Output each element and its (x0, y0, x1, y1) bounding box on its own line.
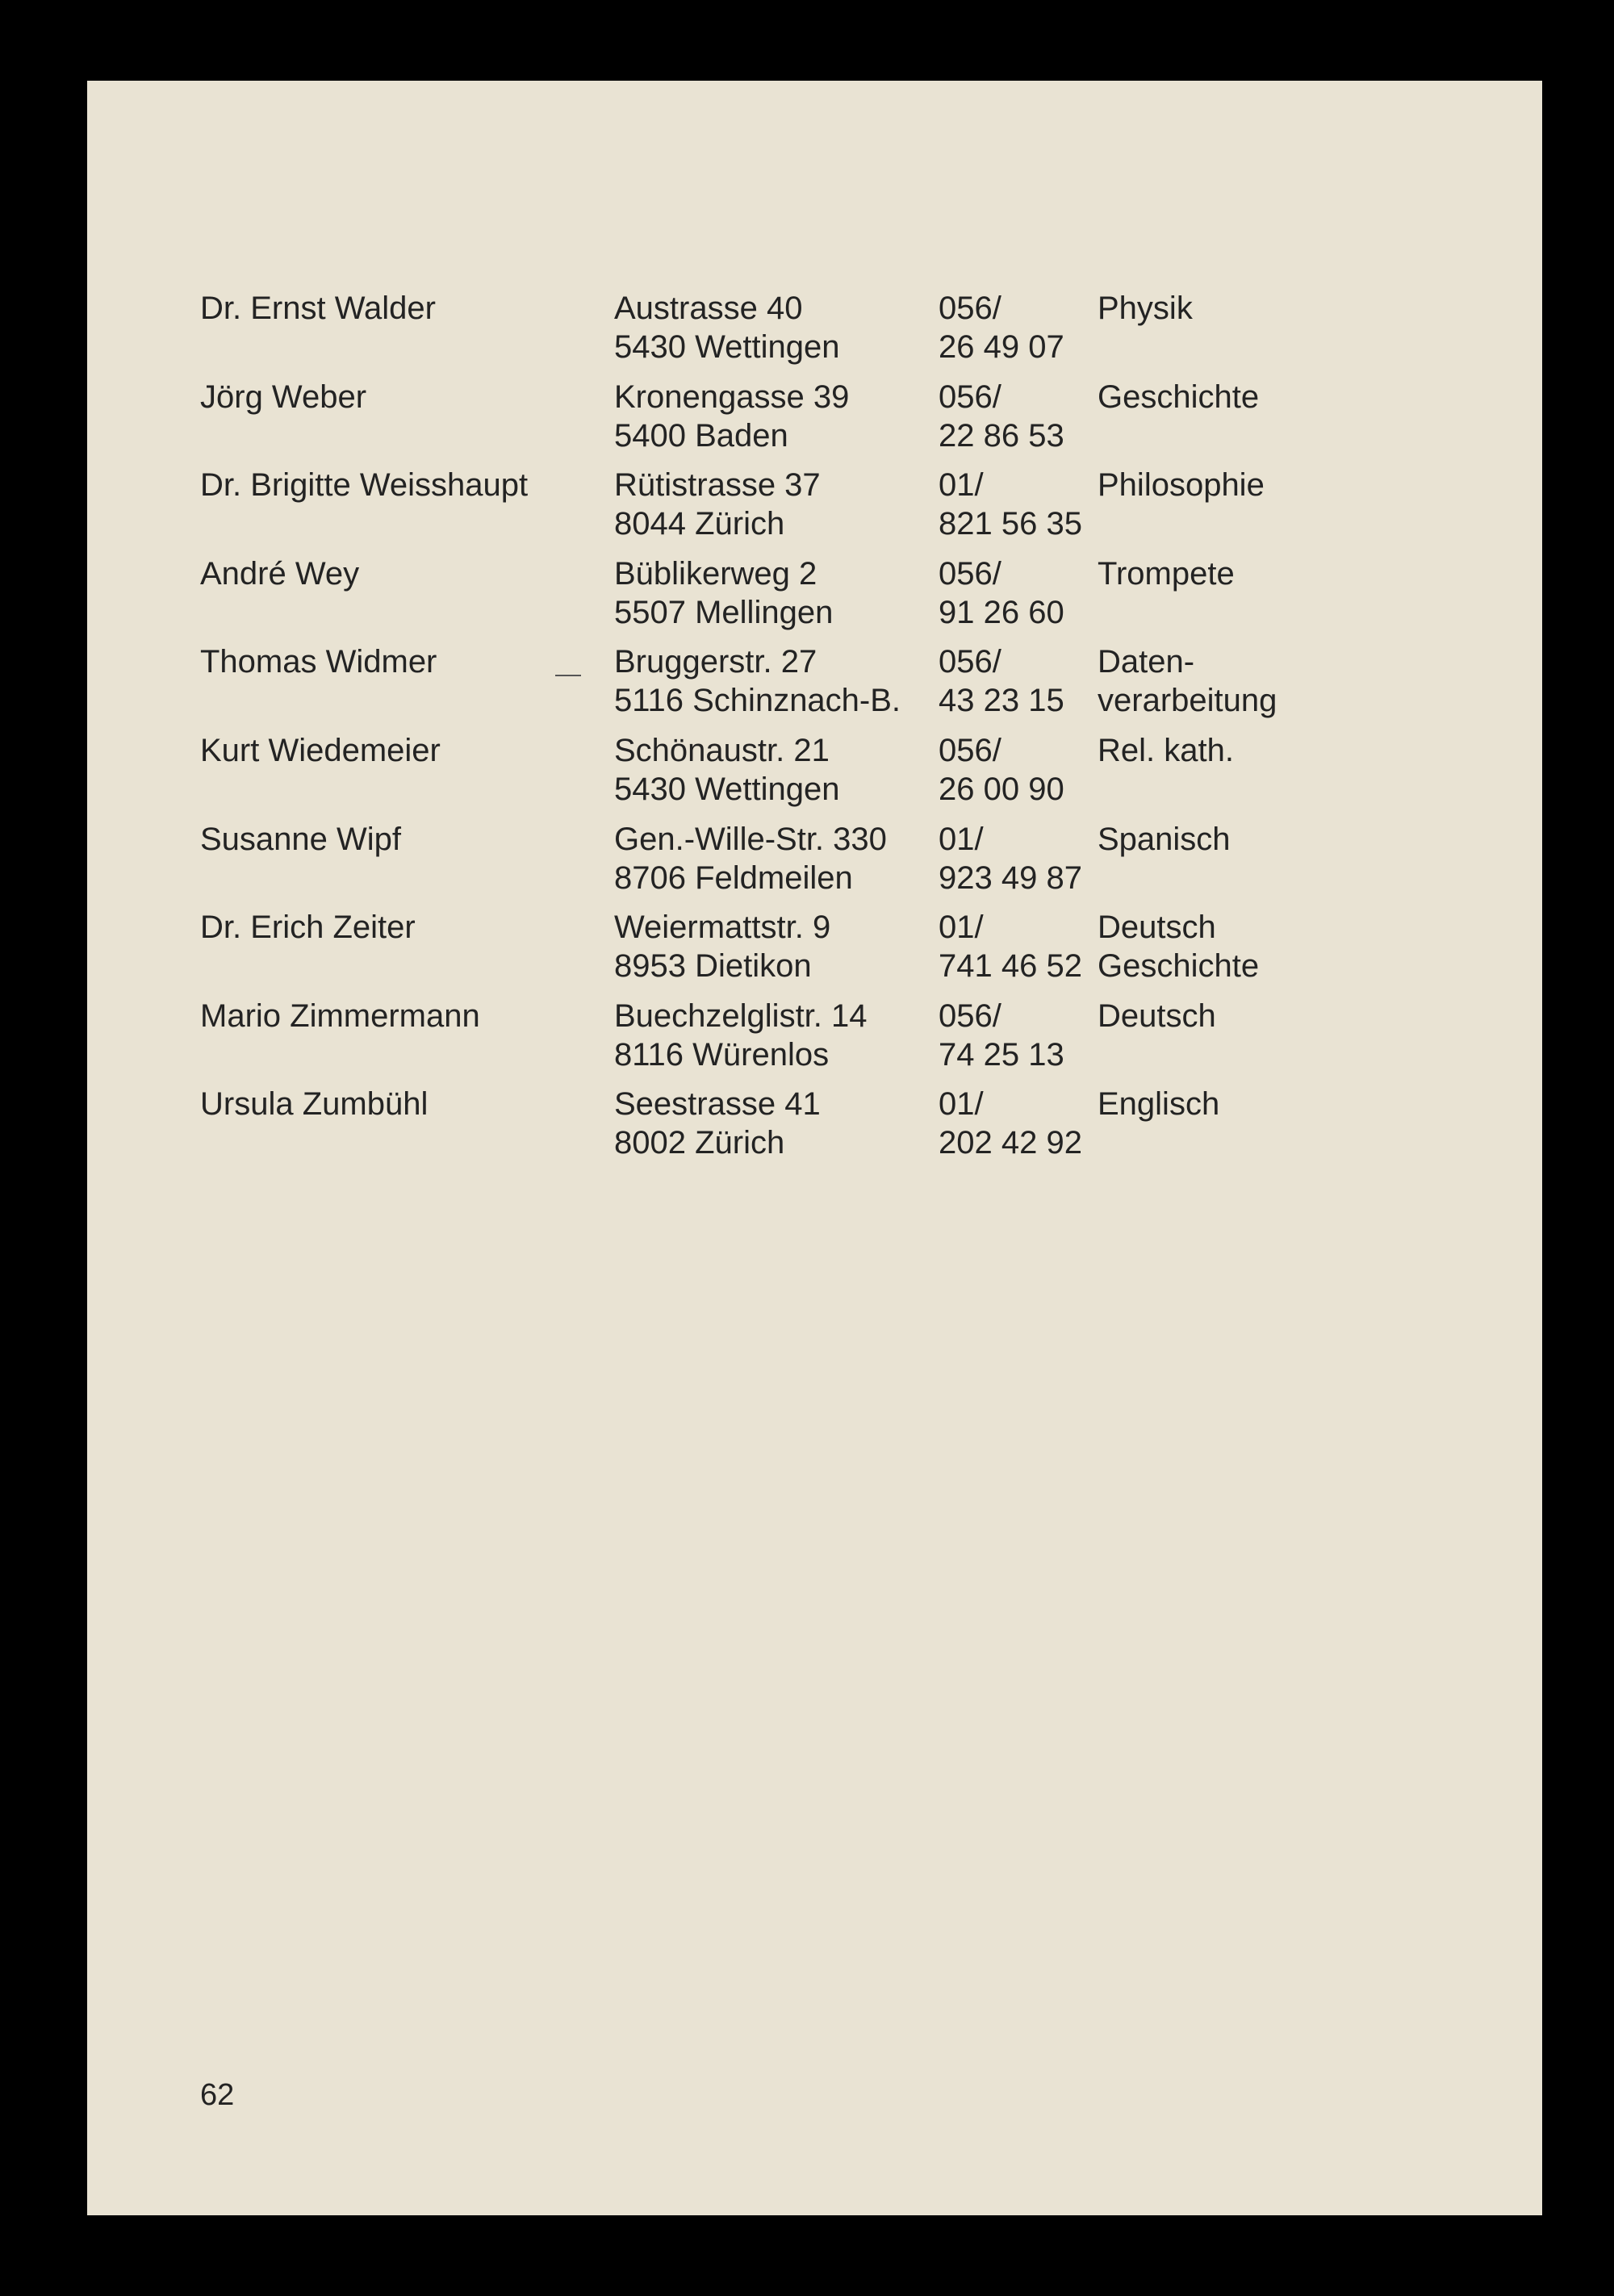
entry-phone (939, 554, 1064, 632)
entry-subject-line-2: verarbeitung (1098, 683, 1277, 719)
entry-subject-line-1: Geschichte (1098, 378, 1260, 415)
directory-entry (200, 554, 1459, 643)
entry-subject-line-1: Deutsch (1098, 997, 1216, 1034)
entry-city: 5430 Wettingen (614, 329, 840, 365)
entry-number: 26 49 07 (939, 329, 1064, 365)
entry-number: 43 23 15 (939, 683, 1064, 719)
entry-name: André Wey (200, 555, 360, 592)
entry-street: Schönaustr. 21 (614, 732, 830, 768)
entry-number: 91 26 60 (939, 594, 1064, 630)
page-number: 62 (200, 2078, 235, 2112)
entry-city: 5116 Schinznach-B. (614, 683, 901, 719)
entry-street: Weiermattstr. 9 (614, 910, 831, 946)
entry-name: Kurt Wiedemeier (200, 732, 441, 768)
entry-phone (939, 908, 1082, 985)
entry-number: 74 25 13 (939, 1036, 1064, 1073)
entry-area-code: 01/ (939, 910, 984, 946)
directory-entry (200, 289, 1459, 378)
document-page (87, 81, 1542, 2215)
entry-area-code: 056/ (939, 997, 1001, 1034)
entry-city: 5430 Wettingen (614, 771, 840, 807)
entry-subject-line-1: Rel. kath. (1098, 732, 1234, 768)
directory-entry (200, 731, 1459, 820)
entry-area-code: 01/ (939, 467, 984, 504)
entry-number: 22 86 53 (939, 417, 1064, 454)
entry-area-code: 01/ (939, 1086, 984, 1123)
entry-name: Jörg Weber (200, 378, 367, 415)
entry-street: Gen.-Wille-Str. 330 (614, 821, 887, 857)
entry-subject (1098, 820, 1231, 859)
directory-entry (200, 908, 1459, 997)
entry-subject-line-1: Daten- (1098, 644, 1195, 680)
entry-area-code: 056/ (939, 555, 1001, 592)
entry-address (614, 289, 839, 366)
entry-number: 821 56 35 (939, 506, 1082, 542)
entry-subject (1098, 642, 1277, 720)
entry-phone (939, 997, 1064, 1074)
entry-subject (1098, 1085, 1219, 1123)
entry-city: 8002 Zürich (614, 1125, 785, 1161)
entry-number: 923 49 87 (939, 859, 1082, 896)
entry-number: 202 42 92 (939, 1125, 1082, 1161)
entry-street: Seestrasse 41 (614, 1086, 821, 1123)
entry-name: Susanne Wipf (200, 821, 402, 857)
entry-subject (1098, 997, 1216, 1035)
entry-name: Ursula Zumbühl (200, 1086, 429, 1123)
entry-name: Mario Zimmermann (200, 997, 480, 1034)
entry-subject-line-1: Englisch (1098, 1086, 1220, 1123)
entry-area-code: 01/ (939, 821, 984, 857)
directory-entry (200, 997, 1459, 1085)
entry-subject (1098, 378, 1259, 416)
leader-dash (555, 675, 581, 676)
entry-phone (939, 642, 1064, 720)
directory-entry (200, 378, 1459, 466)
entry-area-code: 056/ (939, 644, 1001, 680)
entry-street: Büblikerweg 2 (614, 555, 817, 592)
entry-area-code: 056/ (939, 378, 1001, 415)
entry-street: Rütistrasse 37 (614, 467, 821, 504)
entry-name: Thomas Widmer (200, 644, 437, 680)
entry-city: 8044 Zürich (614, 506, 785, 542)
entry-address (614, 1085, 821, 1162)
entry-area-code: 056/ (939, 732, 1001, 768)
entry-name: Dr. Ernst Walder (200, 291, 436, 326)
entry-address (614, 466, 821, 543)
entry-area-code: 056/ (939, 291, 1001, 326)
entry-city: 8116 Würenlos (614, 1036, 830, 1073)
entry-subject (1098, 908, 1259, 985)
entry-phone (939, 1085, 1082, 1162)
entry-address (614, 378, 849, 455)
entry-phone (939, 731, 1064, 809)
entry-street: Bruggerstr. 27 (614, 644, 817, 680)
entry-city: 8953 Dietikon (614, 948, 812, 985)
entry-address (614, 820, 887, 897)
entry-city: 5507 Mellingen (614, 594, 834, 630)
entry-phone (939, 466, 1082, 543)
entry-number: 26 00 90 (939, 771, 1064, 807)
entry-subject (1098, 289, 1193, 328)
entry-address (614, 642, 901, 720)
entry-address (614, 554, 833, 632)
entry-city: 8706 Feldmeilen (614, 859, 853, 896)
entry-subject (1098, 731, 1234, 770)
entry-subject-line-1: Philosophie (1098, 467, 1265, 504)
entry-street: Austrasse 40 (614, 291, 803, 326)
entry-subject (1098, 554, 1235, 593)
directory-entry (200, 820, 1459, 909)
entry-phone (939, 378, 1064, 455)
entry-name: Dr. Brigitte Weisshaupt (200, 467, 529, 504)
entry-street: Kronengasse 39 (614, 378, 850, 415)
entry-subject-line-2: Geschichte (1098, 948, 1260, 985)
entry-subject (1098, 466, 1265, 504)
entry-subject-line-1: Spanisch (1098, 821, 1231, 857)
entry-phone (939, 289, 1064, 366)
entry-street: Buechzelglistr. 14 (614, 997, 868, 1034)
entry-subject-line-1: Physik (1098, 291, 1193, 326)
entry-number: 741 46 52 (939, 948, 1082, 985)
entry-phone (939, 820, 1082, 897)
entry-address (614, 908, 830, 985)
directory-entry (200, 1085, 1459, 1173)
directory-entry (200, 466, 1459, 554)
directory-entry (200, 642, 1459, 731)
entry-name: Dr. Erich Zeiter (200, 910, 416, 946)
entry-address (614, 731, 839, 809)
entry-subject-line-1: Trompete (1098, 555, 1235, 592)
entry-address (614, 997, 868, 1074)
entry-city: 5400 Baden (614, 417, 788, 454)
directory-list (200, 289, 1459, 1173)
entry-subject-line-1: Deutsch (1098, 910, 1216, 946)
